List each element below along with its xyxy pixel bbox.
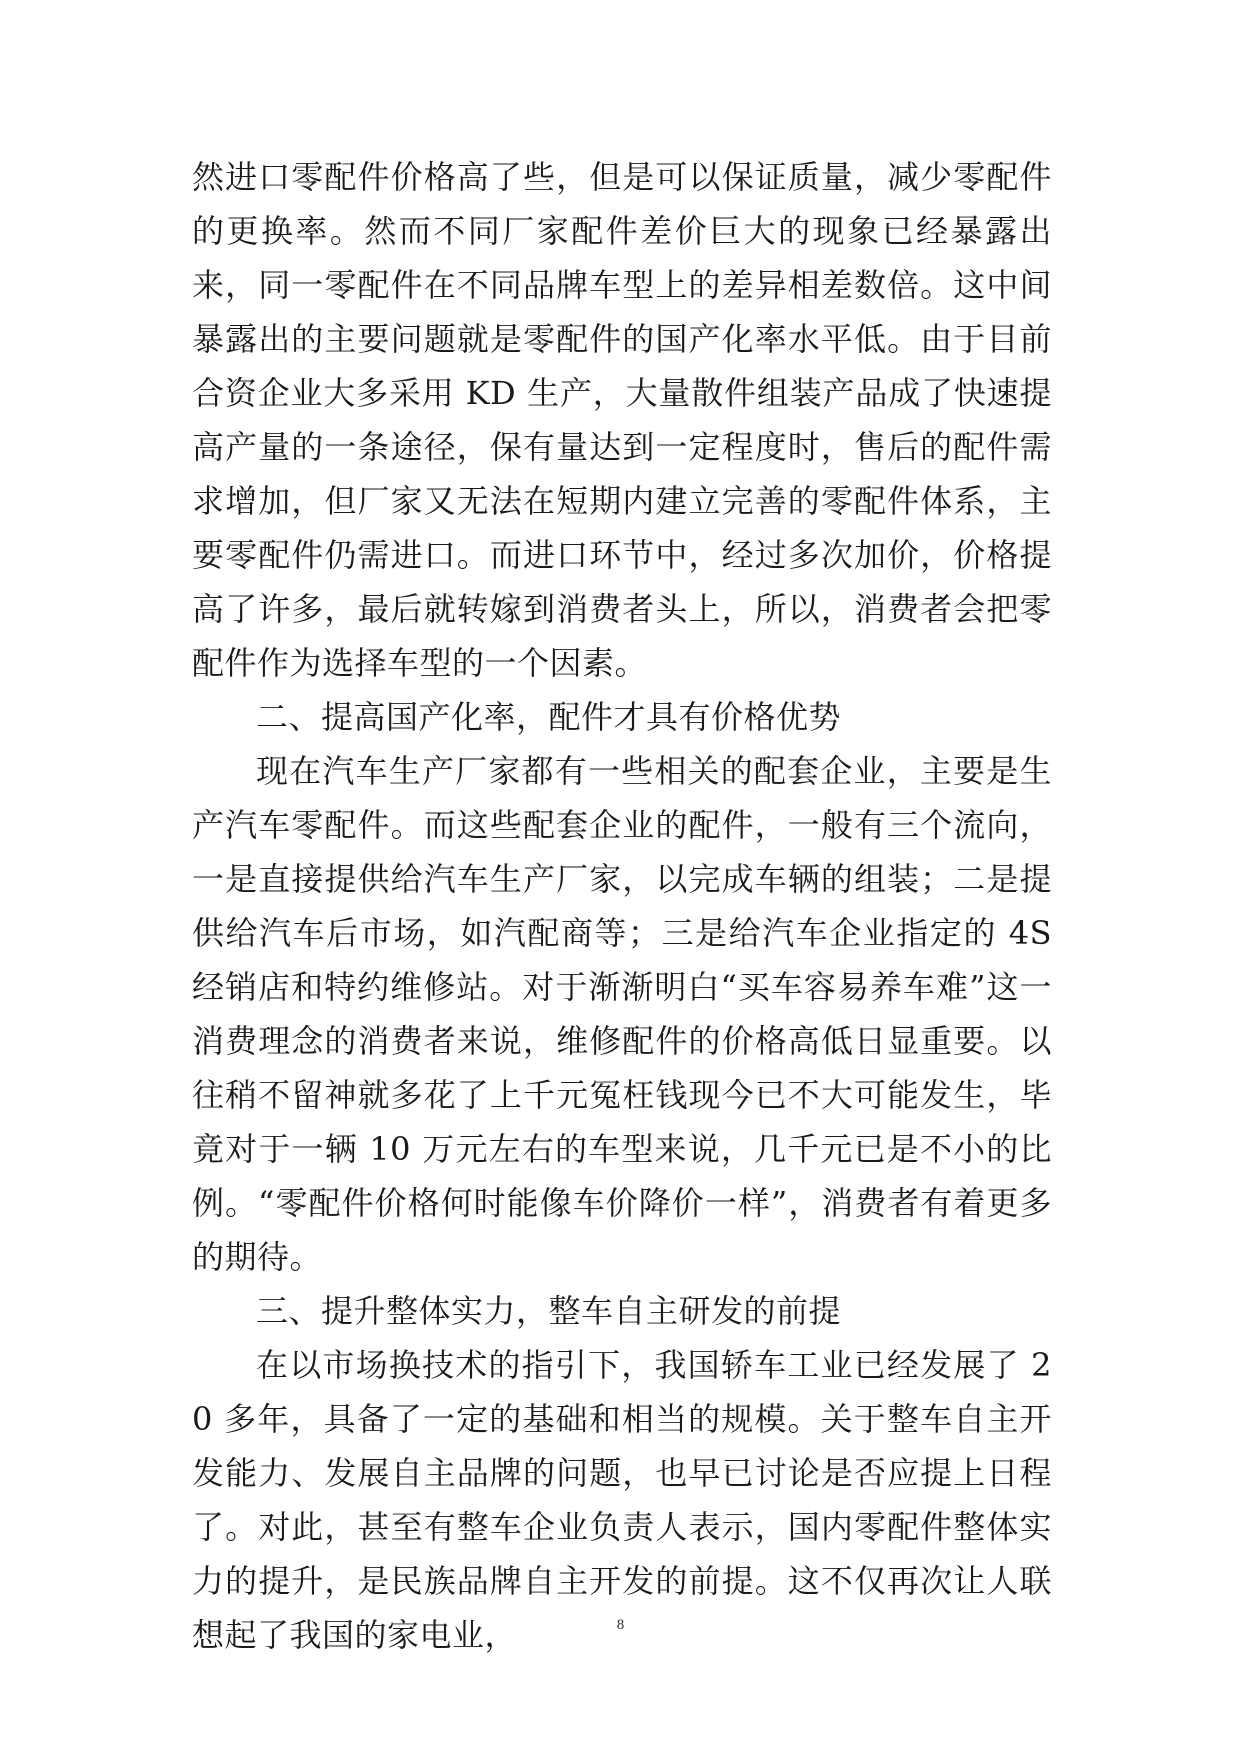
page-body	[192, 150, 1052, 1662]
section-heading-3: 三、提升整体实力，整车自主研发的前提	[256, 1292, 842, 1330]
paragraph-self-development: 在以市场换技术的指引下，我国轿车工业已经发展了 20 多年，具备了一定的基础和相当的规模。关于整车自主开发能力、发展自主品牌的问题，也早已讨论是否应提上日程了。对此，甚至有整车企业负责人表示，国内零配件整体实力的提升，是民族品牌自主开发的前提。这不仅再次让人联想起了我国的家电业，	[192, 1346, 1052, 1654]
paragraph-parts-flow: 现在汽车生产厂家都有一些相关的配套企业，主要是生产汽车零配件。而这些配套企业的配件，一般有三个流向，一是直接提供给汽车生产厂家，以完成车辆的组装；二是提供给汽车后市场，如汽配商等；三是给汽车企业指定的 4S 经销店和特约维修站。对于渐渐明白“买车容易养车难”这一消费理念的消费者来说，维修配件的价格高低日显重要。以往稍不留神就多花了上千元冤枉钱现今已不大可能发生，毕竟对于一辆 10 万元左右的车型来说，几千元已是不小的比例。“零配件价格何时能像车价降价一样”，消费者有着更多的期待。	[192, 752, 1052, 1276]
section-heading-2: 二、提高国产化率，配件才具有价格优势	[256, 698, 842, 736]
page-number: 8	[616, 1617, 625, 1633]
paragraph-continuation: 然进口零配件价格高了些，但是可以保证质量，减少零配件的更换率。然而不同厂家配件差价巨大的现象已经暴露出来，同一零配件在不同品牌车型上的差异相差数倍。这中间暴露出的主要问题就是零配件的国产化率水平低。由于目前合资企业大多采用 KD 生产，大量散件组装产品成了快速提高产量的一条途径，保有量达到一定程度时，售后的配件需求增加，但厂家又无法在短期内建立完善的零配件体系，主要零配件仍需进口。而进口环节中，经过多次加价，价格提高了许多，最后就转嫁到消费者头上，所以，消费者会把零配件作为选择车型的一个因素。	[192, 158, 1052, 682]
